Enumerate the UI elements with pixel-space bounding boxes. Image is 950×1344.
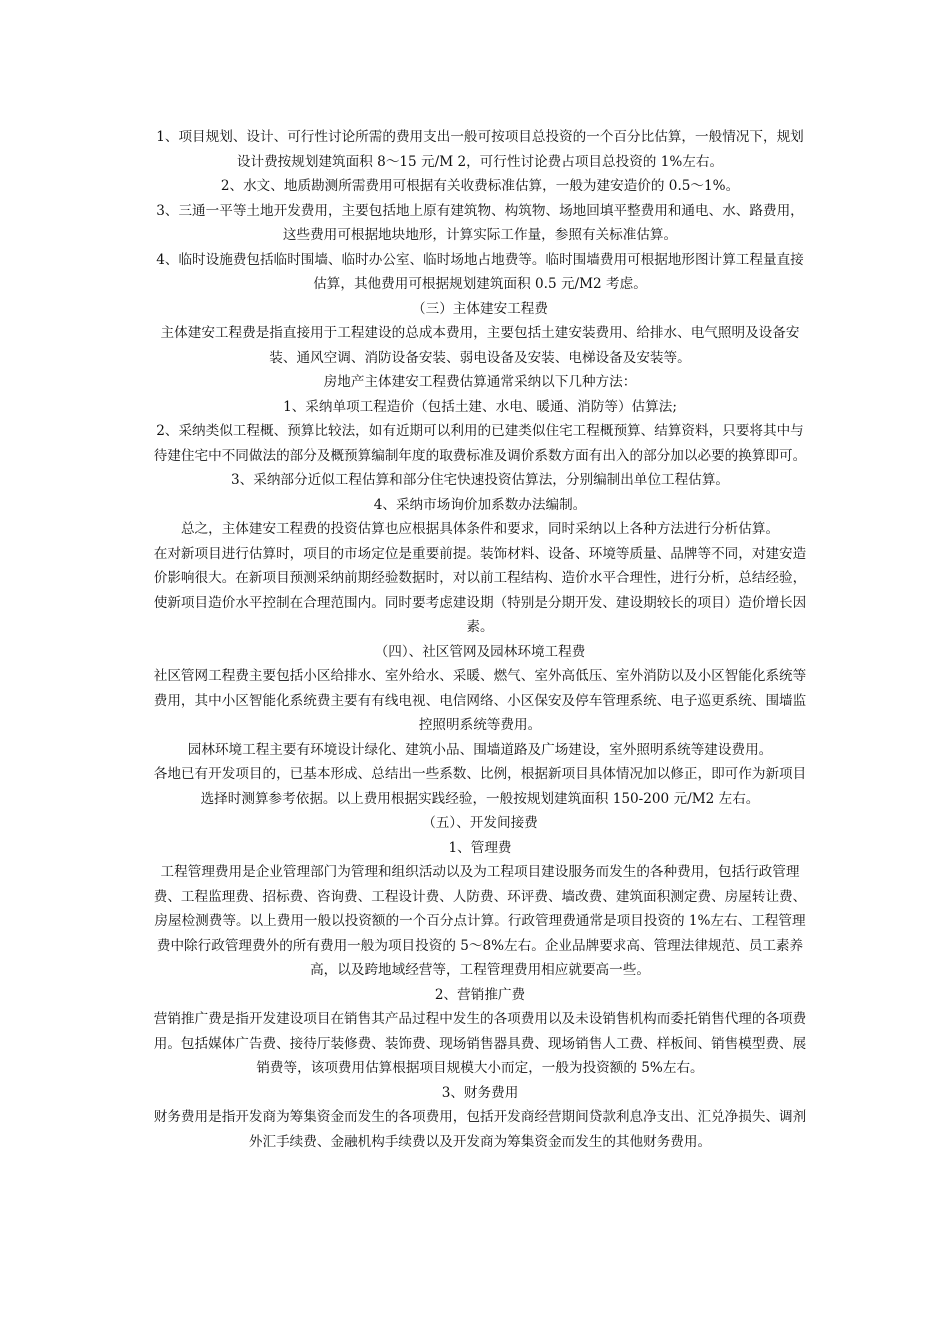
section-heading-main-construction: （三）主体建安工程费 bbox=[412, 300, 548, 317]
list-item-method-3: 3、采纳部分近似工程估算和部分住宅快速投资估算法，分别编制出单位工程估算。 bbox=[230, 472, 730, 488]
paragraph-coefficient-reference: 各地已有开发项目的，已基本形成、总结出一些系数、比例，根据新项目具体情况加以修正，即可作为新项目选择时测算参考依据。以上费用根据实践经验，一般按规划建筑面积 150-200 元/M2 左右。 bbox=[153, 766, 807, 807]
document-body bbox=[150, 125, 810, 1154]
subheading-management-fee: 1、管理费 bbox=[448, 839, 512, 856]
list-item-method-4: 4、采纳市场询价加系数办法编制。 bbox=[373, 496, 587, 513]
paragraph-management-fee: 工程管理费用是企业管理部门为管理和组织活动以及为工程项目建设服务而发生的各种费用，包括行政管理费、工程监理费、招标费、咨询费、工程设计费、人防费、环评费、墙改费、建筑面积测定费、房屋转让费、房屋检测费等。以上费用一般以投资额的一个百分点计算。行政管理费通常是项目投资的 1%左右、工程管理费中除行政管理费外的所有费用一般为项目投资的 5～8%左右。企业品牌要求高、管理法律规范、员工素养高，以及跨地域经营等，工程管理费用相应就要高一些。 bbox=[153, 864, 807, 978]
list-item-method-2: 2、采纳类似工程概、预算比较法，如有近期可以利用的已建类似住宅工程概预算、结算资料，只要将其中与待建住宅中不同做法的部分及概预算编制年度的取费标准及调价系数方面有出入的部分加以必要的换算即可。 bbox=[153, 423, 807, 464]
paragraph-financial-cost: 财务费用是指开发商为筹集资金而发生的各项费用，包括开发商经营期间贷款利息净支出、汇兑净损失、调剂外汇手续费、金融机构手续费以及开发商为筹集资金而发生的其他财务费用。 bbox=[153, 1109, 807, 1150]
paragraph-main-construction-definition: 主体建安工程费是指直接用于工程建设的总成本费用，主要包括土建安装费用、给排水、电气照明及设备安装、通风空调、消防设备安装、弱电设备及安装、电梯设备及安装等。 bbox=[160, 325, 800, 366]
paragraph-land-development-fee: 3、三通一平等土地开发费用，主要包括地上原有建筑物、构筑物、场地回填平整费用和通电、水、路费用，这些费用可根据地块地形，计算实际工作量，参照有关标准估算。 bbox=[156, 202, 804, 243]
paragraph-survey-fee: 2、水文、地质勘测所需费用可根据有关收费标准估算，一般为建安造价的 0.5～1%。 bbox=[220, 178, 740, 194]
subheading-financial-cost: 3、财务费用 bbox=[441, 1084, 519, 1101]
subheading-marketing-fee: 2、营销推广费 bbox=[434, 986, 526, 1003]
paragraph-estimation-methods-intro: 房地产主体建安工程费估算通常采纳以下几种方法： bbox=[323, 374, 637, 390]
paragraph-summary: 总之，主体建安工程费的投资估算也应根据具体条件和要求，同时采纳以上各种方法进行分析估算。 bbox=[180, 521, 780, 537]
section-heading-community-network: （四）、社区管网及园林环境工程费 bbox=[374, 643, 586, 660]
list-item-method-1: 1、采纳单项工程造价（包括土建、水电、暖通、消防等）估算法; bbox=[283, 398, 677, 415]
section-heading-indirect-cost: （五）、开发间接费 bbox=[422, 815, 538, 831]
paragraph-planning-design-fee: 1、项目规划、设计、可行性讨论所需的费用支出一般可按项目总投资的一个百分比估算，一般情况下，规划设计费按规划建筑面积 8～15 元/M 2，可行性讨论费占项目总投资的 1%左右。 bbox=[156, 129, 804, 170]
paragraph-marketing-fee: 营销推广费是指开发建设项目在销售其产品过程中发生的各项费用以及未设销售机构而委托销售代理的各项费用。包括媒体广告费、接待厅装修费、装饰费、现场销售器具费、现场销售人工费、样板间、销售模型费、展销费等，该项费用估算根据项目规模大小而定，一般为投资额的 5%左右。 bbox=[153, 1011, 807, 1076]
paragraph-community-network-fee: 社区管网工程费主要包括小区给排水、室外给水、采暖、燃气、室外高低压、室外消防以及小区智能化系统等费用，其中小区智能化系统费主要有有线电视、电信网络、小区保安及停车管理系统、电子巡更系统、围墙监控照明系统等费用。 bbox=[153, 668, 807, 733]
paragraph-landscape-fee: 园林环境工程主要有环境设计绿化、建筑小品、围墙道路及广场建设，室外照明系统等建设费用。 bbox=[187, 741, 773, 758]
paragraph-market-positioning: 在对新项目进行估算时，项目的市场定位是重要前提。装饰材料、设备、环境等质量、品牌等不同，对建安造价影响很大。在新项目预测采纳前期经验数据时，对以前工程结构、造价水平合理性，进行分析，总结经验，使新项目造价水平控制在合理范围内。同时要考虑建设期（特别是分期开发、建设期较长的项目）造价增长因素。 bbox=[153, 545, 807, 635]
paragraph-temporary-facilities-fee: 4、临时设施费包括临时围墙、临时办公室、临时场地占地费等。临时围墙费用可根据地形图计算工程量直接估算，其他费用可根据规划建筑面积 0.5 元/M2 考虑。 bbox=[156, 251, 804, 292]
